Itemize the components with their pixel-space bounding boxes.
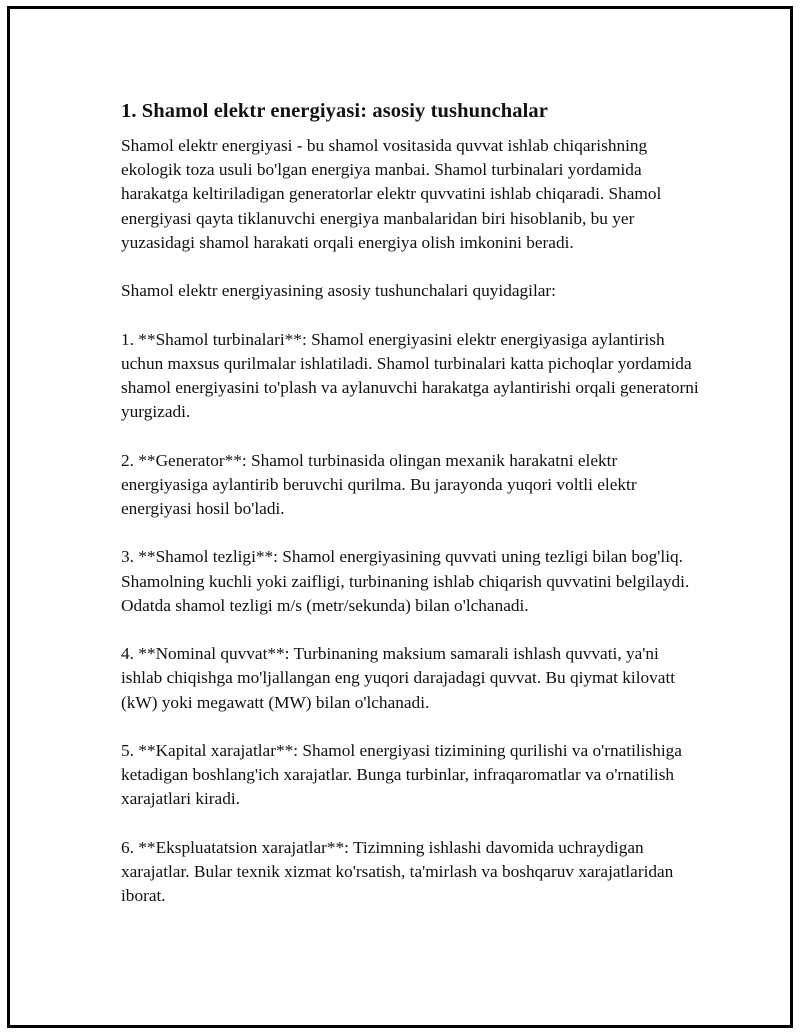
item-operational-costs: 6. **Ekspluatatsion xarajatlar**: Tizimning ishlashi davomida uchraydigan xarajatlar. Bular texnik xizmat ko'rsatish, ta'mirlash va boshqaruv xarajatlaridan iborat. (121, 837, 674, 906)
item-generator: 2. **Generator**: Shamol turbinasida olingan mexanik harakatni elektr energiyasiga aylantirib beruvchi qurilma. Bu jarayonda yuqori voltli elektr energiyasi hosil bo'ladi. (121, 450, 637, 518)
item-wind-turbines: 1. **Shamol turbinalari**: Shamol energiyasini elektr energiyasiga aylantirish uchun maxsus qurilmalar ishlatiladi. Shamol turbinalari katta pichoqlar yordamida shamol energiyasini to'plash va aylanuvchi harakatga aylantirishi orqali generatorni yurgizadi. (121, 329, 699, 422)
item-capital-costs: 5. **Kapital xarajatlar**: Shamol energiyasi tizimining qurilishi va o'rnatilishiga ketadigan boshlang'ich xarajatlar. Bunga turbinlar, infraqaromatlar va o'rnatilish xarajatlari kiradi. (121, 740, 682, 809)
item-wind-speed: 3. **Shamol tezligi**: Shamol energiyasining quvvati uning tezligi bilan bog'liq. Shamolning kuchli yoki zaifligi, turbinaning ishlab chiqarish quvvatini belgilaydi. Odatda shamol tezligi m/s (metr/sekunda) bilan o'lchanadi. (121, 547, 690, 615)
page-frame (7, 6, 793, 1028)
intro-paragraph: Shamol elektr energiyasi - bu shamol vositasida quvvat ishlab chiqarishning ekologik toza usuli bo'lgan energiya manbai. Shamol turbinalari yordamida harakatga keltiriladigan generatorlar elektr quvvatini ishlab chiqaradi. Shamol energiyasi qayta tiklanuvchi energiya manbalaridan biri hisoblanib, bu yer yuzasidagi shamol harakati orqali energiya olish imkonini beradi. (121, 136, 662, 252)
list-intro-paragraph: Shamol elektr energiyasining asosiy tushunchalari quyidagilar: (121, 281, 556, 301)
item-nominal-power: 4. **Nominal quvvat**: Turbinaning maksium samarali ishlash quvvati, ya'ni ishlab chiqishga mo'ljallangan eng yuqori darajadagi quvvat. Bu qiymat kilovatt (kW) yoki megawatt (MW) bilan o'lchanadi. (121, 644, 676, 712)
document-body (121, 97, 701, 933)
document-title: 1. Shamol elektr energiyasi: asosiy tushunchalar (121, 100, 548, 122)
